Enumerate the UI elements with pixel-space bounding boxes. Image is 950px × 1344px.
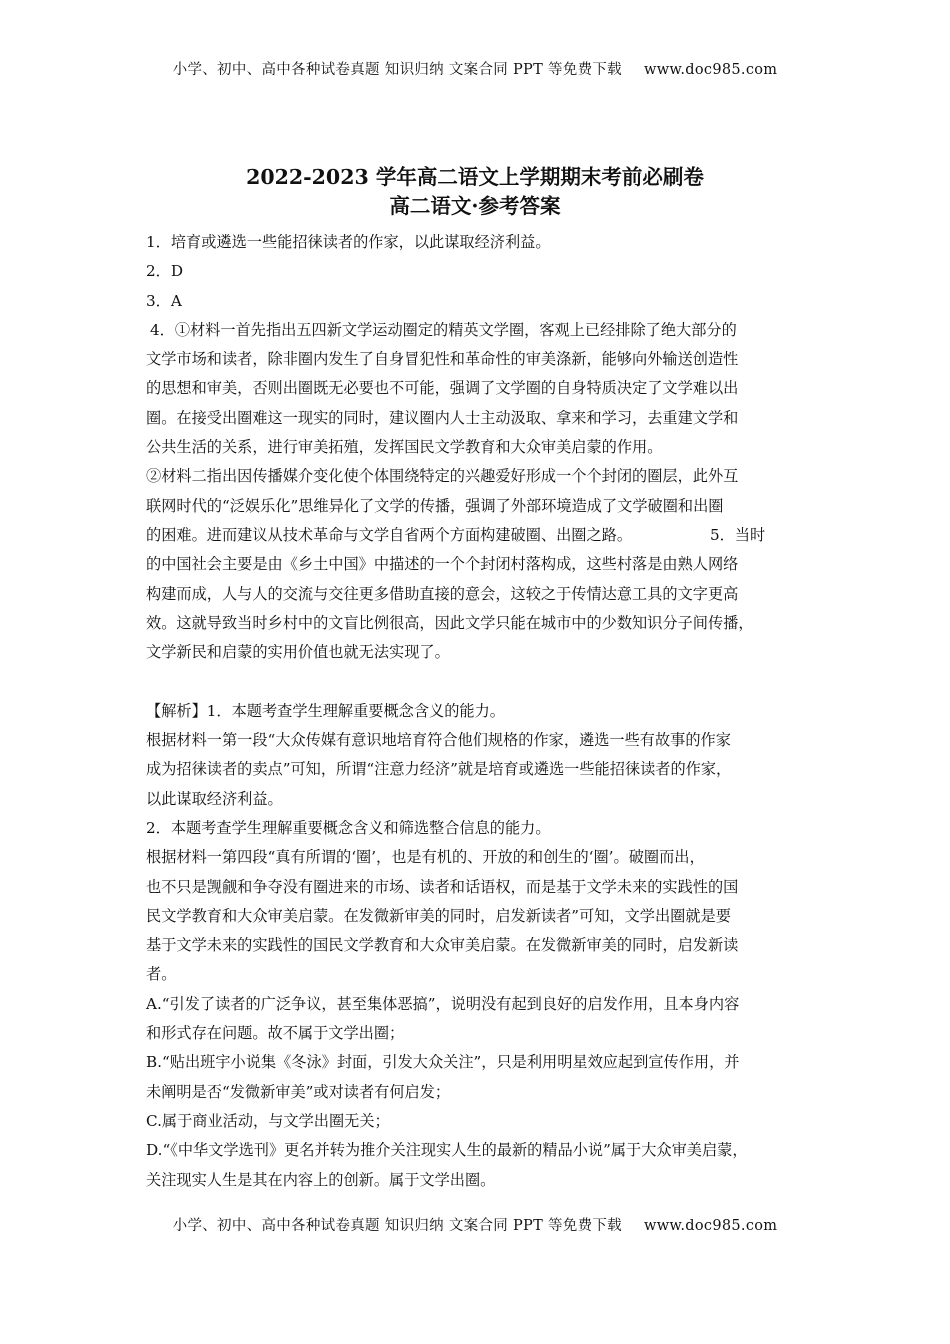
header-text: 小学、初中、高中各种试卷真题 知识归纳 文案合同 PPT 等免费下载 xyxy=(172,62,622,78)
answer-4-line: 文学市场和读者，除非圈内发生了自身冒犯性和革命性的审美涤新，能够向外输送创造性 xyxy=(146,350,739,369)
answer-4-line: 4．①材料一首先指出五四新文学运动圈定的精英文学圈，客观上已经排除了绝大部分的 xyxy=(150,320,737,339)
option-b-line: B.“贴出班宇小说集《冬泳》封面，引发大众关注”，只是利用明星效应起到宣传作用，并 xyxy=(146,1053,740,1072)
analysis-line: 成为招徕读者的卖点”可知，所谓“注意力经济”就是培育或遴选一些能招徕读者的作家， xyxy=(146,760,732,779)
option-d-line: D.“《中华文学选刊》更名并转为推介关注现实人生的最新的精品小说”属于大众审美启蒙， xyxy=(146,1141,748,1160)
answer-4-line: 联网时代的“泛娱乐化”思维异化了文学的传播，强调了外部环境造成了文学破圈和出圈 xyxy=(146,496,724,515)
analysis-line: 【解析】1．本题考查学生理解重要概念含义的能力。 xyxy=(146,701,505,720)
section-gap xyxy=(146,667,812,696)
option-b-line: 未阐明是否“发微新审美”或对读者有何启发； xyxy=(146,1082,451,1101)
header-url[interactable]: www.doc985.com xyxy=(643,62,778,78)
option-c-line: C.属于商业活动，与文学出圈无关； xyxy=(146,1111,390,1130)
footer-url[interactable]: www.doc985.com xyxy=(643,1218,778,1234)
document-title: 2022-2023 学年高二语文上学期期末考前必刷卷 xyxy=(246,165,704,189)
answer-1: 1．培育或遴选一些能招徕读者的作家，以此谋取经济利益。 xyxy=(146,233,551,251)
answer-4-line: 的困难。进而建议从技术革命与文学自省两个方面构建破圈、出圈之路。 xyxy=(146,525,632,544)
answer-3: 3．A xyxy=(146,291,182,310)
option-a-line: A.“引发了读者的广泛争议，甚至集体恶搞”，说明没有起到良好的启发作用，且本身内容 xyxy=(146,994,740,1013)
option-d-line: 关注现实人生是其在内容上的创新。属于文学出圈。 xyxy=(146,1170,496,1189)
analysis-line: 基于文学未来的实践性的国民文学教育和大众审美启蒙。在发微新审美的同时，启发新读 xyxy=(146,936,739,955)
analysis-line: 民文学教育和大众审美启蒙。在发微新审美的同时，启发新读者”可知，文学出圈就是要 xyxy=(146,906,731,925)
answer-4-line: 圈。在接受出圈难这一现实的同时，建议圈内人士主动汲取、拿来和学习，去重建文学和 xyxy=(146,408,739,427)
answer-5-line: 效。这就导致当时乡村中的文盲比例很高，因此文学只能在城市中的少数知识分子间传播， xyxy=(146,613,754,632)
answer-5-start: 5．当时 xyxy=(710,525,766,544)
analysis-line: 根据材料一第一段“大众传媒有意识地培育符合他们规格的作家，遴选一些有故事的作家 xyxy=(146,731,731,750)
footer-text: 小学、初中、高中各种试卷真题 知识归纳 文案合同 PPT 等免费下载 xyxy=(172,1218,622,1234)
option-a-line: 和形式存在问题。故不属于文学出圈； xyxy=(146,1024,405,1043)
answer-5-line: 的中国社会主要是由《乡土中国》中描述的一个个封闭村落构成，这些村落是由熟人网络 xyxy=(146,555,739,574)
answer-4-line: 公共生活的关系，进行审美拓殖，发挥国民文学教育和大众审美启蒙的作用。 xyxy=(146,438,663,457)
answer-5-line: 文学新民和启蒙的实用价值也就无法实现了。 xyxy=(146,643,450,662)
answer-4-line: ②材料二指出因传播媒介变化使个体围绕特定的兴趣爱好形成一个个封闭的圈层，此外互 xyxy=(146,467,739,486)
page-header xyxy=(0,58,950,79)
analysis-line: 也不只是觊觎和争夺没有圈进来的市场、读者和话语权，而是基于文学未来的实践性的国 xyxy=(146,877,739,896)
answer-2: 2．D xyxy=(146,262,184,281)
answer-4-last-line xyxy=(146,521,812,550)
analysis-line: 以此谋取经济利益。 xyxy=(146,789,283,808)
answer-5-line: 构建而成，人与人的交流与交往更多借助直接的意会，这较之于传情达意工具的文字更高 xyxy=(146,584,739,603)
document-subtitle: 高二语文·参考答案 xyxy=(389,194,561,218)
page-footer xyxy=(0,1214,950,1235)
analysis-line: 者。 xyxy=(146,965,177,984)
answer-4-line: 的思想和审美，否则出圈既无必要也不可能，强调了文学圈的自身特质决定了文学难以出 xyxy=(146,379,739,398)
analysis-line: 根据材料一第四段“真有所谓的‘圈’，也是有机的、开放的和创生的‘圈’。破圈而出， xyxy=(146,848,705,867)
analysis-line: 2．本题考查学生理解重要概念含义和筛选整合信息的能力。 xyxy=(146,818,551,837)
answer-content xyxy=(146,228,812,1195)
